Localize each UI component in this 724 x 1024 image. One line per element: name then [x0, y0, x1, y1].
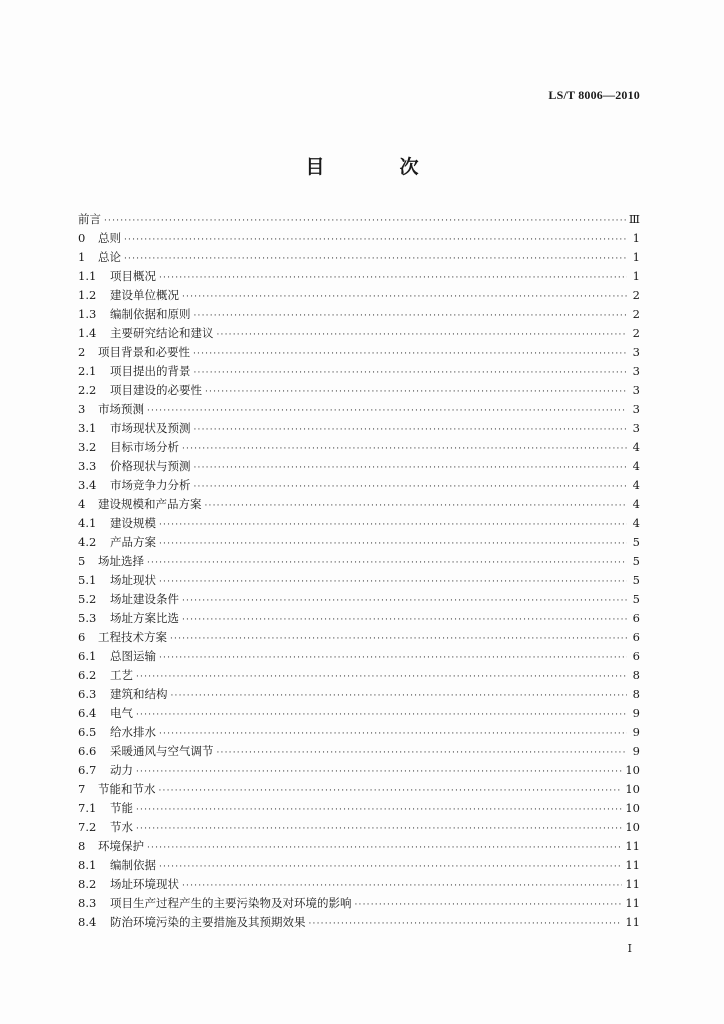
toc-entry-label: 总则	[98, 231, 121, 245]
toc-entry[interactable]	[78, 248, 640, 267]
toc-entry-page: 11	[625, 839, 640, 853]
toc-entry-page: 10	[625, 801, 640, 815]
toc-entry[interactable]	[78, 229, 640, 248]
toc-entry[interactable]	[78, 913, 640, 932]
dot-leader	[159, 782, 623, 801]
dot-leader	[194, 478, 628, 497]
dot-leader	[217, 326, 628, 345]
toc-entry[interactable]	[78, 742, 640, 761]
page-title: 目 次	[305, 156, 447, 178]
toc-entry-page: 8	[632, 687, 640, 701]
dot-leader	[171, 687, 628, 706]
toc-entry[interactable]	[78, 419, 640, 438]
toc-entry-label: 目标市场分析	[110, 440, 179, 454]
toc-entry-number: 4.2	[78, 535, 97, 549]
dot-leader	[194, 459, 628, 478]
toc-entry[interactable]	[78, 533, 640, 552]
toc-entry-page: 4	[632, 497, 640, 511]
toc-entry[interactable]	[78, 362, 640, 381]
toc-entry-number: 6.4	[78, 706, 97, 720]
toc-entry[interactable]	[78, 552, 640, 571]
toc-entry-page: 5	[632, 535, 640, 549]
toc-entry-label: 工程技术方案	[98, 630, 167, 644]
toc-entry-label: 项目建设的必要性	[110, 383, 202, 397]
dot-leader	[182, 440, 627, 459]
toc-entry[interactable]	[78, 609, 640, 628]
toc-entry-number: 8.2	[78, 877, 97, 891]
toc-entry-label: 项目背景和必要性	[98, 345, 190, 359]
toc-entry-number: 6	[78, 630, 86, 644]
toc-entry[interactable]	[78, 381, 640, 400]
toc-entry[interactable]	[78, 647, 640, 666]
toc-entry-number: 8	[78, 839, 86, 853]
dot-leader	[194, 364, 628, 383]
toc-entry-number: 0	[78, 231, 86, 245]
toc-entry-number: 6.6	[78, 744, 97, 758]
toc-entry-page: 4	[632, 440, 640, 454]
toc-entry-page: 3	[632, 402, 640, 416]
toc-entry-page: 9	[632, 725, 640, 739]
dot-leader	[205, 497, 628, 516]
dot-leader	[182, 611, 627, 630]
toc-entry-label: 防治环境污染的主要措施及其预期效果	[110, 915, 306, 929]
standard-code: LS/T 8006—2010	[548, 88, 640, 102]
toc-entry[interactable]	[78, 723, 640, 742]
dot-leader	[217, 744, 628, 763]
toc-entry[interactable]	[78, 894, 640, 913]
toc-entry-page: 9	[632, 706, 640, 720]
toc-entry[interactable]	[78, 324, 640, 343]
page-number: I	[627, 942, 632, 955]
toc-entry-page: 6	[632, 630, 640, 644]
toc-entry-number: 7.2	[78, 820, 97, 834]
toc-entry-page: 10	[625, 763, 640, 777]
toc-entry-label: 产品方案	[110, 535, 156, 549]
toc-entry-label: 建设规模和产品方案	[98, 497, 202, 511]
dot-leader	[193, 345, 627, 364]
toc-entry-page: 11	[625, 915, 640, 929]
toc-entry-page: 2	[632, 307, 640, 321]
toc-entry-label: 场址选择	[98, 554, 144, 568]
toc-entry-label: 工艺	[110, 668, 133, 682]
toc-entry-page: 11	[625, 858, 640, 872]
dot-leader	[170, 630, 627, 649]
toc-entry[interactable]	[78, 305, 640, 324]
toc-entry[interactable]	[78, 666, 640, 685]
toc-entry[interactable]	[78, 476, 640, 495]
toc-entry-number: 2.2	[78, 383, 97, 397]
dot-leader	[124, 231, 627, 250]
toc-entry[interactable]	[78, 438, 640, 457]
dot-leader	[205, 383, 627, 402]
toc-entry[interactable]	[78, 210, 640, 229]
toc-entry-page: 1	[632, 250, 640, 264]
dot-leader	[159, 649, 627, 668]
toc-entry-label: 市场竞争力分析	[110, 478, 191, 492]
dot-leader	[309, 915, 623, 934]
toc-entry-label: 节水	[110, 820, 133, 834]
toc-entry-number: 1.2	[78, 288, 97, 302]
dot-leader	[159, 858, 622, 877]
toc-entry-label: 前言	[78, 212, 101, 226]
toc-entry-page: 10	[625, 820, 640, 834]
toc-entry-page: 11	[625, 877, 640, 891]
toc-entry-number: 3.4	[78, 478, 97, 492]
toc-entry-page: 1	[632, 269, 640, 283]
toc-entry-number: 5.1	[78, 573, 97, 587]
toc-entry[interactable]	[78, 780, 640, 799]
toc-entry-page: 11	[625, 896, 640, 910]
toc-entry[interactable]	[78, 875, 640, 894]
toc-entry[interactable]	[78, 837, 640, 856]
dot-leader	[159, 535, 627, 554]
toc-entry[interactable]	[78, 818, 640, 837]
toc-entry-page: 4	[632, 478, 640, 492]
toc-entry-page: 5	[632, 592, 640, 606]
toc-entry-label: 项目提出的背景	[110, 364, 191, 378]
toc-entry[interactable]	[78, 590, 640, 609]
toc-entry[interactable]	[78, 457, 640, 476]
toc-entry-number: 3	[78, 402, 86, 416]
toc-entry-page: 9	[632, 744, 640, 758]
toc-entry-number: 4.1	[78, 516, 97, 530]
toc-entry-page: 2	[632, 288, 640, 302]
dot-leader	[136, 706, 627, 725]
toc-entry-number: 6.1	[78, 649, 97, 663]
toc-entry[interactable]	[78, 267, 640, 286]
dot-leader	[104, 212, 626, 231]
toc-entry-label: 场址环境现状	[110, 877, 179, 891]
toc-entry-number: 1.4	[78, 326, 97, 340]
toc-entry[interactable]	[78, 286, 640, 305]
toc-entry-label: 编制依据	[110, 858, 156, 872]
toc-entry-number: 2.1	[78, 364, 97, 378]
toc-entry-page: 6	[632, 649, 640, 663]
toc-entry-number: 8.3	[78, 896, 97, 910]
toc-entry-label: 建筑和结构	[110, 687, 168, 701]
dot-leader	[182, 288, 627, 307]
toc-entry-label: 建设单位概况	[110, 288, 179, 302]
toc-entry-number: 8.4	[78, 915, 97, 929]
dot-leader	[355, 896, 623, 915]
toc-entry-number: 7	[78, 782, 86, 796]
toc-entry-number: 3.1	[78, 421, 97, 435]
toc-entry-label: 给水排水	[110, 725, 156, 739]
toc-entry-number: 5.3	[78, 611, 97, 625]
toc-entry-label: 项目概况	[110, 269, 156, 283]
toc-entry[interactable]	[78, 685, 640, 704]
toc-entry[interactable]	[78, 761, 640, 780]
toc-entry-label: 价格现状与预测	[110, 459, 191, 473]
toc-entry-number: 6.5	[78, 725, 97, 739]
toc-entry-page: 6	[632, 611, 640, 625]
toc-entry-label: 总论	[98, 250, 121, 264]
toc-entry-number: 1.1	[78, 269, 97, 283]
toc-entry-page: 3	[632, 421, 640, 435]
toc-entry-number: 5.2	[78, 592, 97, 606]
toc-entry-label: 市场预测	[98, 402, 144, 416]
toc-entry-number: 3.2	[78, 440, 97, 454]
dot-leader	[136, 820, 622, 839]
dot-leader	[147, 839, 622, 858]
dot-leader	[136, 801, 622, 820]
toc-entry-number: 7.1	[78, 801, 97, 815]
toc-entry[interactable]	[78, 343, 640, 362]
toc-entry-label: 环境保护	[98, 839, 144, 853]
dot-leader	[159, 269, 627, 288]
toc-entry-label: 编制依据和原则	[110, 307, 191, 321]
toc-entry-label: 建设规模	[110, 516, 156, 530]
toc-entry[interactable]	[78, 514, 640, 533]
toc-entry[interactable]	[78, 704, 640, 723]
toc-entry-label: 项目生产过程产生的主要污染物及对环境的影响	[110, 896, 352, 910]
toc-entry[interactable]	[78, 799, 640, 818]
dot-leader	[136, 763, 622, 782]
dot-leader	[147, 554, 627, 573]
toc-entry-page: 3	[632, 383, 640, 397]
toc-entry-label: 场址建设条件	[110, 592, 179, 606]
toc-entry-number: 5	[78, 554, 86, 568]
toc-entry-label: 采暖通风与空气调节	[110, 744, 214, 758]
toc-entry-number: 8.1	[78, 858, 97, 872]
toc-entry-page: 5	[632, 554, 640, 568]
dot-leader	[136, 668, 627, 687]
toc-entry[interactable]	[78, 856, 640, 875]
toc-entry-page: 8	[632, 668, 640, 682]
dot-leader	[159, 573, 627, 592]
toc-entry-number: 1	[78, 250, 86, 264]
toc-entry-number: 1.3	[78, 307, 97, 321]
toc-entry-page: 4	[632, 459, 640, 473]
toc-entry-label: 节能和节水	[98, 782, 156, 796]
toc-entry-label: 节能	[110, 801, 133, 815]
toc-entry-number: 6.2	[78, 668, 97, 682]
toc-entry-page: 1	[632, 231, 640, 245]
dot-leader	[124, 250, 627, 269]
toc-entry-label: 场址方案比选	[110, 611, 179, 625]
toc-entry[interactable]	[78, 400, 640, 419]
toc-entry[interactable]	[78, 628, 640, 647]
toc-entry[interactable]	[78, 495, 640, 514]
dot-leader	[182, 592, 627, 611]
dot-leader	[159, 725, 627, 744]
toc-entry-label: 总图运输	[110, 649, 156, 663]
dot-leader	[159, 516, 627, 535]
toc-entry-number: 4	[78, 497, 86, 511]
toc-entry-page: 10	[625, 782, 640, 796]
toc-entry-number: 2	[78, 345, 86, 359]
toc-entry-label: 电气	[110, 706, 133, 720]
toc-entry-label: 市场现状及预测	[110, 421, 191, 435]
toc-entry-page: 2	[632, 326, 640, 340]
dot-leader	[194, 307, 628, 326]
toc-entry-label: 场址现状	[110, 573, 156, 587]
toc-entry-page: 4	[632, 516, 640, 530]
dot-leader	[147, 402, 627, 421]
toc-entry-page: 5	[632, 573, 640, 587]
toc-entry-label: 动力	[110, 763, 133, 777]
toc-entry-number: 6.7	[78, 763, 97, 777]
toc-entry-label: 主要研究结论和建议	[110, 326, 214, 340]
table-of-contents	[78, 210, 640, 932]
toc-entry[interactable]	[78, 571, 640, 590]
toc-entry-page: 3	[632, 364, 640, 378]
toc-entry-page: Ⅲ	[628, 212, 640, 226]
toc-entry-number: 6.3	[78, 687, 97, 701]
dot-leader	[194, 421, 628, 440]
toc-entry-number: 3.3	[78, 459, 97, 473]
toc-entry-page: 3	[632, 345, 640, 359]
